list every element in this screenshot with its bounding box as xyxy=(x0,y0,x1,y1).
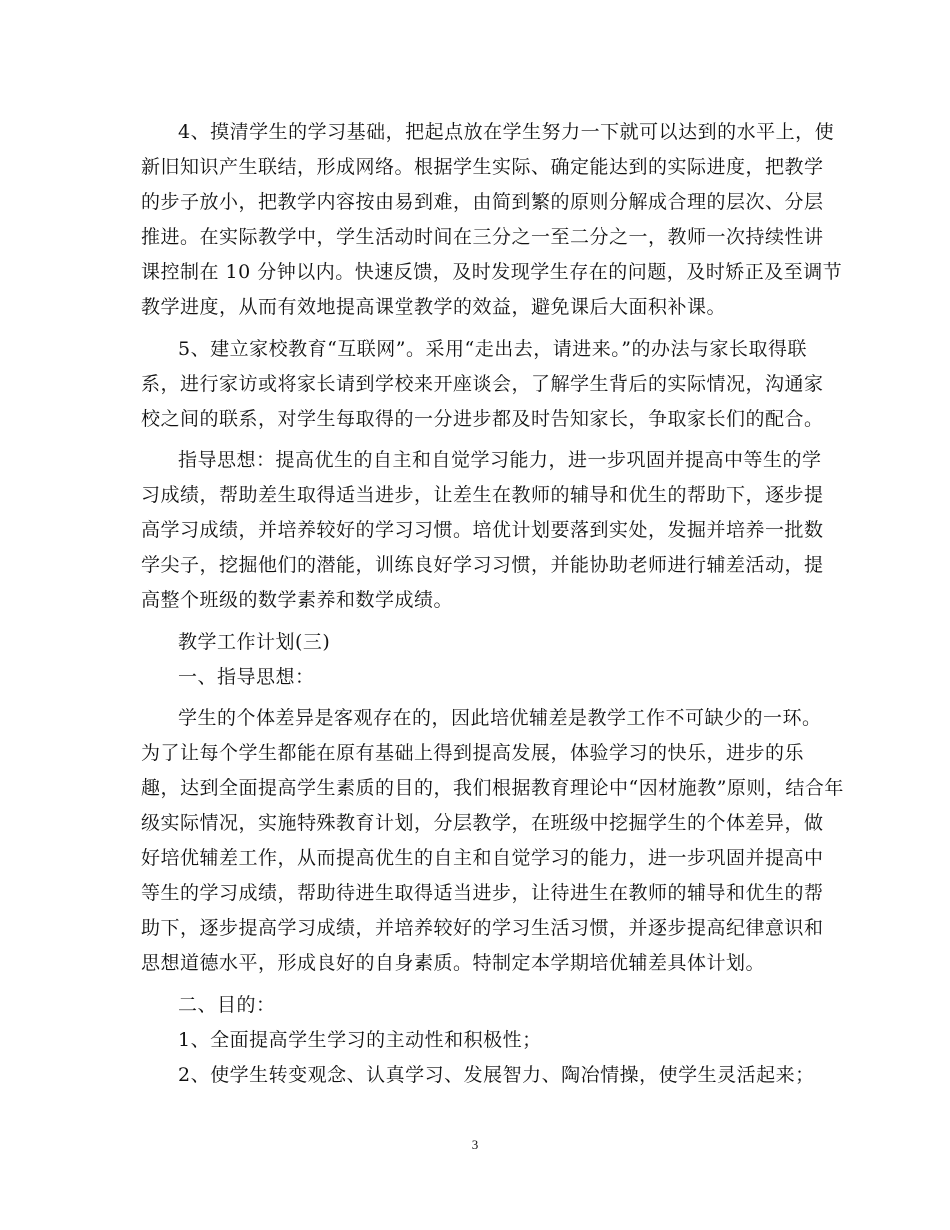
paragraph-line: 思想道德水平，形成良好的自身素质。特制定本学期培优辅差具体计划。 xyxy=(141,952,766,974)
paragraph-line: 4、摸清学生的学习基础，把起点放在学生努力一下就可以达到的水平上，使 xyxy=(178,121,835,143)
section-heading: 一、指导思想： xyxy=(178,666,315,688)
list-item: 1、全面提高学生学习的主动性和积极性； xyxy=(178,1029,542,1051)
paragraph-line: 教学进度，从而有效地提高课堂教学的效益，避免课后大面积补课。 xyxy=(141,296,727,318)
list-item: 2、使学生转变观念、认真学习、发展智力、陶冶情操，使学生灵活起来； xyxy=(178,1064,815,1086)
paragraph-line: 为了让每个学生都能在原有基础上得到提高发展，体验学习的快乐，进步的乐 xyxy=(141,742,805,764)
paragraph-line: 等生的学习成绩，帮助待进生取得适当进步，让待进生在教师的辅导和优生的帮 xyxy=(141,882,824,904)
paragraph-line: 助下，逐步提高学习成绩，并培养较好的学习生活习惯，并逐步提高纪律意识和 xyxy=(141,917,824,939)
paragraph-line: 推进。在实际教学中，学生活动时间在三分之一至二分之一，教师一次持续性讲 xyxy=(141,226,824,248)
paragraph-line: 校之间的联系，对学生每取得的一分进步都及时告知家长，争取家长们的配合。 xyxy=(141,408,824,430)
paragraph-line: 指导思想：提高优生的自主和自觉学习能力，进一步巩固并提高中等生的学 xyxy=(178,449,822,471)
paragraph-line: 级实际情况，实施特殊教育计划，分层教学，在班级中挖掘学生的个体差异，做 xyxy=(141,812,824,834)
page-number: 3 xyxy=(471,1137,479,1152)
paragraph-line: 系，进行家访或将家长请到学校来开座谈会，了解学生背后的实际情况，沟通家 xyxy=(141,373,824,395)
paragraph-line: 趣，达到全面提高学生素质的目的，我们根据教育理论中“因材施教”原则，结合年 xyxy=(141,777,844,799)
paragraph-line: 高学习成绩，并培养较好的学习习惯。培优计划要落到实处，发掘并培养一批数 xyxy=(141,519,824,541)
section-heading: 二、目的： xyxy=(178,994,276,1016)
paragraph-line: 课控制在 10 分钟以内。快速反馈，及时发现学生存在的问题，及时矫正及至调节 xyxy=(141,261,843,283)
paragraph-line: 新旧知识产生联结，形成网络。根据学生实际、确定能达到的实际进度，把教学 xyxy=(141,156,824,178)
paragraph-line: 学生的个体差异是客观存在的，因此培优辅差是教学工作不可缺少的一环。 xyxy=(178,707,822,729)
paragraph-line: 的步子放小，把教学内容按由易到难，由简到繁的原则分解成合理的层次、分层 xyxy=(141,191,824,213)
paragraph-line: 学尖子，挖掘他们的潜能，训练良好学习习惯，并能协助老师进行辅差活动，提 xyxy=(141,554,824,576)
paragraph-line: 好培优辅差工作，从而提高优生的自主和自觉学习的能力，进一步巩固并提高中 xyxy=(141,847,824,869)
paragraph-line: 习成绩，帮助差生取得适当进步，让差生在教师的辅导和优生的帮助下，逐步提 xyxy=(141,484,824,506)
section-heading: 教学工作计划(三) xyxy=(178,631,331,653)
paragraph-line: 高整个班级的数学素养和数学成绩。 xyxy=(141,589,454,611)
paragraph-line: 5、建立家校教育“互联网”。采用“走出去，请进来。”的办法与家长取得联 xyxy=(178,338,807,360)
